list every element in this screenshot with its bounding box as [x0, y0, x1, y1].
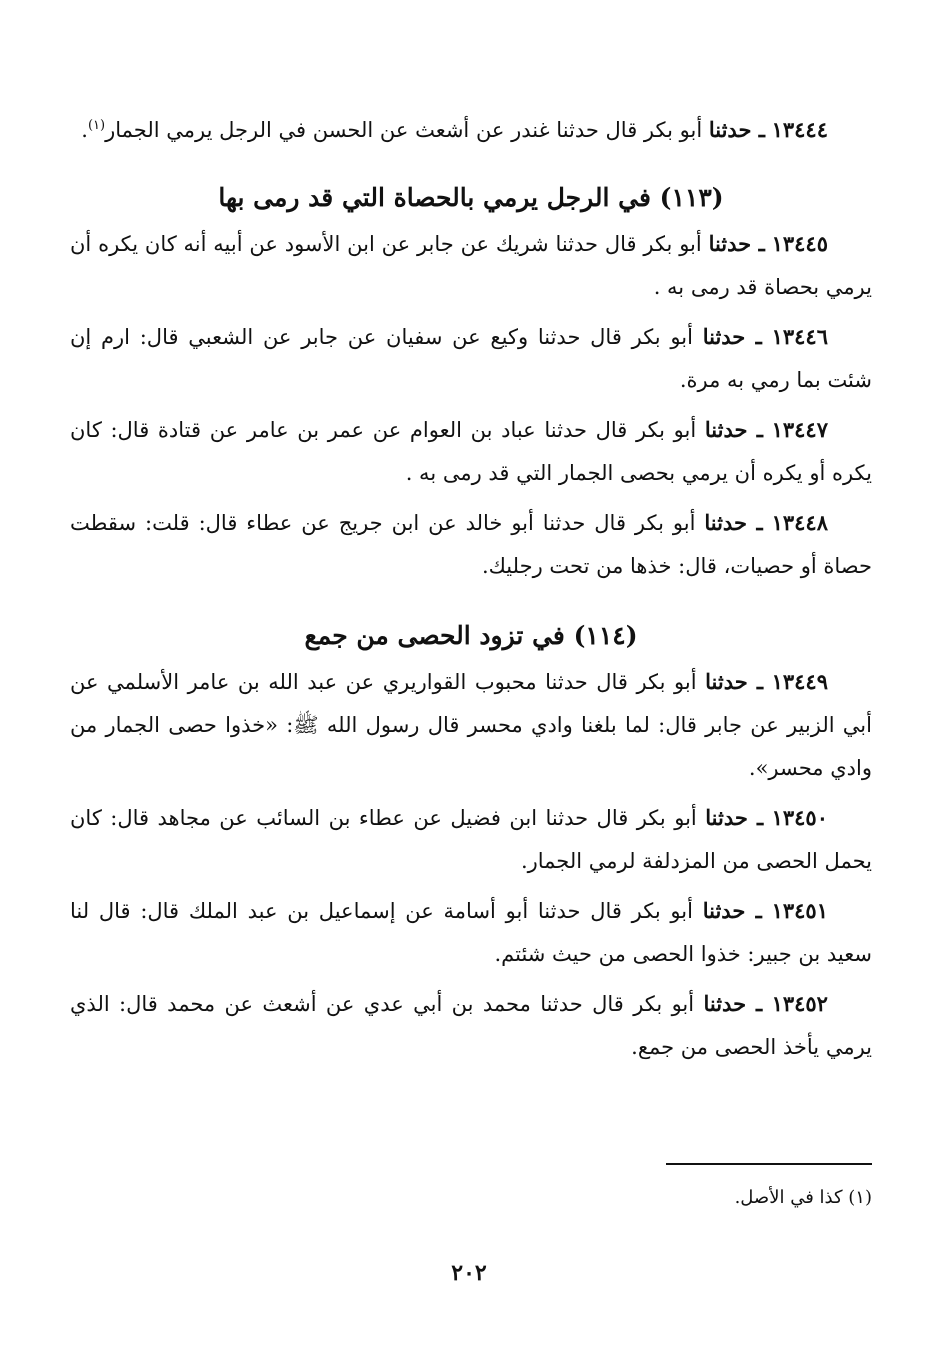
hadith-lead: ـ حدثنا — [703, 991, 763, 1016]
hadith-lead: ـ حدثنا — [705, 805, 764, 830]
hadith-text: أبو بكر قال حدثنا أبو أسامة عن إسماعيل بن عبد الملك قال: قال لنا سعيد بن جبير: خذوا الحصى من حيث شئتم. — [70, 899, 872, 966]
hadith-13447 — [70, 408, 872, 495]
hadith-number: ١٣٤٤٤ — [771, 117, 828, 142]
hadith-lead: ـ حدثنا — [702, 898, 762, 923]
page-body — [70, 108, 872, 1075]
hadith-number: ١٣٤٤٧ — [771, 417, 828, 442]
hadith-number: ١٣٤٤٨ — [771, 510, 828, 535]
hadith-13446 — [70, 315, 872, 402]
hadith-text: أبو بكر قال حدثنا غندر عن أشعث عن الحسن في الرجل يرمي الجمار — [105, 118, 703, 142]
hadith-13449 — [70, 660, 872, 790]
hadith-text: أبو بكر قال حدثنا محبوب القواريري عن عبد الله بن عامر الأسلمي عن أبي الزبير عن جابر قال: لما بلغنا وادي محسر قال رسول الله ﷺ: «خذوا حصى الجمار من وادي محسر». — [70, 670, 872, 780]
hadith-13445 — [70, 222, 872, 309]
hadith-13448 — [70, 501, 872, 588]
hadith-text: أبو بكر قال حدثنا شريك عن جابر عن ابن الأسود عن أبيه أنه كان يكره أن يرمي بحصاة قد رمى به . — [70, 232, 872, 299]
hadith-lead: ـ حدثنا — [702, 324, 762, 349]
hadith-number: ١٣٤٥١ — [771, 898, 828, 923]
footnote: (١) كذا في الأصل. — [734, 1187, 872, 1208]
hadith-13451 — [70, 889, 872, 976]
hadith-text: أبو بكر قال حدثنا وكيع عن سفيان عن جابر عن الشعبي قال: ارم إن شئت بما رمي به مرة. — [70, 325, 872, 392]
hadith-lead: ـ حدثنا — [708, 117, 765, 142]
section-heading-113: (١١٣) في الرجل يرمي بالحصاة التي قد رمى بها — [218, 183, 724, 212]
hadith-lead: ـ حدثنا — [708, 231, 765, 256]
hadith-text: أبو بكر قال حدثنا محمد بن أبي عدي عن أشعث عن محمد قال: الذي يرمي يأخذ الحصى من جمع. — [70, 992, 872, 1059]
hadith-13444 — [70, 108, 872, 152]
footnote-reference[interactable]: (١) — [87, 118, 106, 133]
hadith-number: ١٣٤٤٩ — [771, 669, 828, 694]
hadith-lead: ـ حدثنا — [704, 417, 763, 442]
hadith-13452 — [70, 982, 872, 1069]
hadith-text: أبو بكر قال حدثنا ابن فضيل عن عطاء بن السائب عن مجاهد قال: كان يحمل الحصى من المزدلفة لرمي الجمار. — [70, 806, 872, 873]
hadith-lead: ـ حدثنا — [704, 510, 763, 535]
hadith-end: . — [81, 118, 88, 142]
page-number: ٢٠٢ — [451, 1260, 487, 1286]
footnote-divider — [666, 1163, 872, 1165]
hadith-lead: ـ حدثنا — [705, 669, 764, 694]
hadith-13450 — [70, 796, 872, 883]
hadith-text: أبو بكر قال حدثنا عباد بن العوام عن عمر بن عامر عن قتادة قال: كان يكره أو يكره أن يرمي بحصى الجمار التي قد رمى به . — [70, 418, 872, 485]
hadith-number: ١٣٤٤٦ — [771, 324, 828, 349]
hadith-number: ١٣٤٥٠ — [771, 805, 828, 830]
hadith-text: أبو بكر قال حدثنا أبو خالد عن ابن جريج عن عطاء قال: قلت: سقطت حصاة أو حصيات، قال: خذها من تحت رجليك. — [70, 511, 872, 578]
hadith-number: ١٣٤٤٥ — [771, 231, 828, 256]
section-heading-114: (١١٤) في تزود الحصى من جمع — [304, 621, 638, 650]
hadith-number: ١٣٤٥٢ — [771, 991, 828, 1016]
